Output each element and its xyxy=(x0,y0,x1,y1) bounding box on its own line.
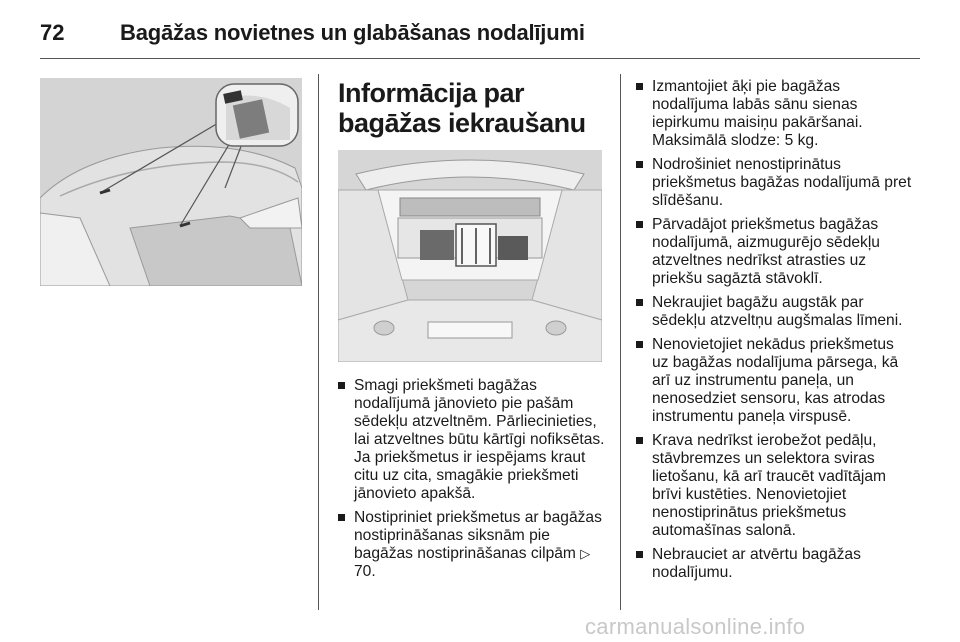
list-item: Nebrauciet ar atvērtu bagāžas nodalījumu. xyxy=(636,546,912,582)
bullet-list-middle xyxy=(338,377,612,587)
list-item: Smagi priekšmeti bagāžas nodalījumā jānovieto pie pašām sēdekļu atzveltnēm. Pārliecinieties, lai atzveltnes būtu kārtīgi nofiksētas. Ja priekšmetus ir iespējams kraut citu uz cita, smagākie priekšmeti jānovieto apakšā. xyxy=(338,377,612,503)
page-reference[interactable]: 70. xyxy=(354,563,376,580)
list-item: Pārvadājot priekšmetus bagāžas nodalījumā, aizmugurējo sēdekļu atzveltnes nedrīkst atrasties uz priekšu sagāztā stāvoklī. xyxy=(636,216,912,288)
roof-illustration-drawing xyxy=(40,78,302,286)
page-header xyxy=(40,16,920,56)
list-item: Nekraujiet bagāžu augstāk par sēdekļu atzveltņu augšmalas līmeni. xyxy=(636,294,912,330)
list-item: Krava nedrīkst ierobežot pedāļu, stāvbremzes un selektora sviras lietošanu, kā arī traucēt vadītājam brīvi kustēties. Nenovietojiet nenostiprinātus priekšmetus automašīnas salonā. xyxy=(636,432,912,540)
page-number: 72 xyxy=(40,20,65,45)
header-divider xyxy=(40,58,920,59)
list-item: Nodrošiniet nenostiprinātus priekšmetus bagāžas nodalījumā pret slīdēšanu. xyxy=(636,156,912,210)
watermark: carmanualsonline.info xyxy=(585,614,806,639)
column-divider-left xyxy=(318,74,319,610)
list-item: Izmantojiet āķi pie bagāžas nodalījuma labās sānu sienas iepirkumu maisiņu pakāršanai. Maksimālā slodze: 5 kg. xyxy=(636,78,912,150)
section-title: Informācija par bagāžas iekraušanu xyxy=(338,78,586,138)
trunk-illustration xyxy=(338,150,602,362)
list-item-text: Nostipriniet priekšmetus ar bagāžas nostiprināšanas siksnām pie bagāžas nostiprināšanas cilpām xyxy=(354,509,602,562)
column-divider-right xyxy=(620,74,621,610)
list-item: Nenovietojiet nekādus priekšmetus uz bagāžas nodalījuma pārsega, kā arī uz instrumentu paneļa, un nenosedziet sensoru, kas atrodas instrumentu paneļa virspusē. xyxy=(636,336,912,426)
trunk-illustration-drawing xyxy=(338,150,602,362)
bullet-list-right xyxy=(636,78,912,588)
chapter-title: Bagāžas novietnes un glabāšanas nodalījumi xyxy=(120,20,585,45)
arrow-reference-icon: ▷ xyxy=(580,546,591,561)
roof-illustration xyxy=(40,78,302,286)
list-item xyxy=(338,509,612,581)
